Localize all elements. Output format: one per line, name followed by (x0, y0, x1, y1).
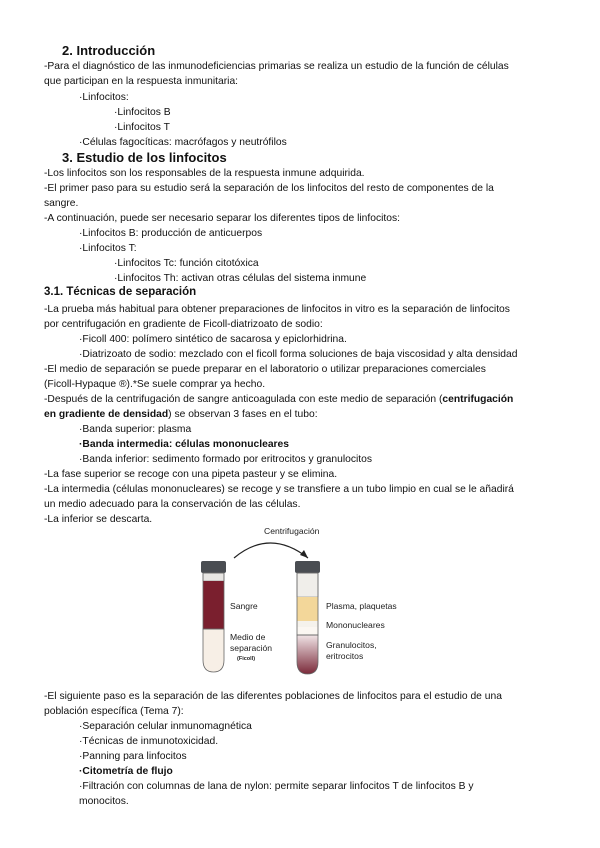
paragraph-line (44, 408, 318, 421)
label-granulocitos-2: eritrocitos (326, 651, 364, 661)
label-medio-2: separación (230, 643, 273, 653)
paragraph-line: -A continuación, puede ser necesario separar los diferentes tipos de linfocitos: (44, 213, 401, 224)
list-item: ·Linfocitos T: (79, 243, 137, 254)
paragraph-line: sangre. (44, 198, 79, 209)
label-medio-3: (Ficoll) (237, 656, 256, 662)
paragraph-line: -Los linfocitos son los responsables de la respuesta inmune adquirida. (44, 168, 365, 179)
paragraph-line: que participan en la respuesta inmunitaria: (44, 76, 239, 87)
paragraph-line (44, 393, 513, 406)
list-item: ·Linfocitos B: producción de anticuerpos (79, 228, 263, 239)
bold-term: en gradiente de densidad (44, 409, 169, 420)
label-granulocitos-1: Granulocitos, (326, 640, 377, 650)
list-item-bold: ·Citometría de flujo (79, 766, 173, 777)
left-tube-neck (203, 573, 224, 581)
label-sangre: Sangre (230, 601, 258, 611)
heading-estudio-linfocitos: 3. Estudio de los linfocitos (62, 150, 227, 165)
label-plasma: Plasma, plaquetas (326, 601, 397, 611)
paragraph-line: -La fase superior se recoge con una pipeta pasteur y se elimina. (44, 469, 338, 480)
list-item: ·Linfocitos T (114, 122, 170, 133)
text-span: ) se observan 3 fases en el tubo: (168, 409, 318, 420)
right-tube-cap (295, 561, 320, 573)
right-tube-mono (297, 621, 318, 627)
heading-introduccion: 2. Introducción (62, 43, 156, 58)
list-item: ·Células fagocíticas: macrófagos y neutrófilos (79, 137, 287, 148)
paragraph-line: un medio adecuado para la conservación de las células. (44, 499, 301, 510)
label-medio-1: Medio de (230, 632, 266, 642)
label-mononucleares: Mononucleares (326, 620, 385, 630)
list-item: monocitos. (79, 796, 129, 807)
list-item: ·Ficoll 400: polímero sintético de sacarosa y epiclorhidrina. (79, 334, 347, 345)
left-tube-cap (201, 561, 226, 573)
list-item: ·Linfocitos B (114, 107, 171, 118)
text-span: -Después de la centrifugación de sangre anticoagulada con este medio de separación ( (44, 394, 443, 405)
paragraph-line: -La intermedia (células mononucleares) se recoge y se transfiere a un tubo limpio en cual se le añadirá (44, 484, 514, 495)
right-tube-ficoll (297, 627, 318, 635)
bold-term: centrifugación (442, 394, 514, 405)
list-item: ·Filtración con columnas de lana de nylon: permite separar linfocitos T de linfocitos B y (79, 781, 474, 792)
list-item: ·Separación celular inmunomagnética (79, 721, 252, 732)
paragraph-line: -El medio de separación se puede preparar en el laboratorio o utilizar preparaciones comerciales (44, 364, 486, 375)
left-tube-medium (203, 629, 224, 672)
paragraph-line: -La inferior se descarta. (44, 514, 153, 525)
list-item-bold: ·Banda intermedia: células mononucleares (79, 439, 290, 450)
list-item: ·Banda inferior: sedimento formado por eritrocitos y granulocitos (79, 454, 373, 465)
list-item: ·Panning para linfocitos (79, 751, 187, 762)
right-tube-plasma (297, 597, 318, 621)
list-item: ·Técnicas de inmunotoxicidad. (79, 736, 219, 747)
right-tube-neck (297, 573, 318, 597)
list-item: ·Linfocitos Th: activan otras células del sistema inmune (114, 273, 367, 284)
list-item: ·Linfocitos: (79, 92, 129, 103)
centrifugation-arrow (234, 543, 308, 558)
list-item: ·Linfocitos Tc: función citotóxica (114, 258, 259, 269)
paragraph-line: (Ficoll-Hypaque ®).*Se suele comprar ya hecho. (44, 379, 266, 390)
centrifugation-figure (190, 520, 430, 690)
list-item: ·Banda superior: plasma (79, 424, 192, 435)
list-item: ·Diatrizoato de sodio: mezclado con el ficoll forma soluciones de baja viscosidad y alta densidad (79, 349, 518, 360)
paragraph-line: -El primer paso para su estudio será la separación de los linfocitos del resto de componentes de la (44, 183, 494, 194)
centrifugation-label: Centrifugación (264, 526, 320, 536)
paragraph-line: población específica (Tema 7): (44, 706, 184, 717)
heading-tecnicas-separacion: 3.1. Técnicas de separación (44, 286, 197, 298)
right-tube-sediment (297, 635, 318, 674)
paragraph-line: -La prueba más habitual para obtener preparaciones de linfocitos in vitro es la separación de linfocitos (44, 304, 510, 315)
arrow-head-icon (300, 550, 308, 558)
left-tube-blood (203, 581, 224, 629)
paragraph-line: -Para el diagnóstico de las inmunodeficiencias primarias se realiza un estudio de la función de células (44, 61, 509, 72)
paragraph-line: -El siguiente paso es la separación de las diferentes poblaciones de linfocitos para el estudio de una (44, 691, 502, 702)
paragraph-line: por centrifugación en gradiente de Ficoll-diatrizoato de sodio: (44, 319, 323, 330)
